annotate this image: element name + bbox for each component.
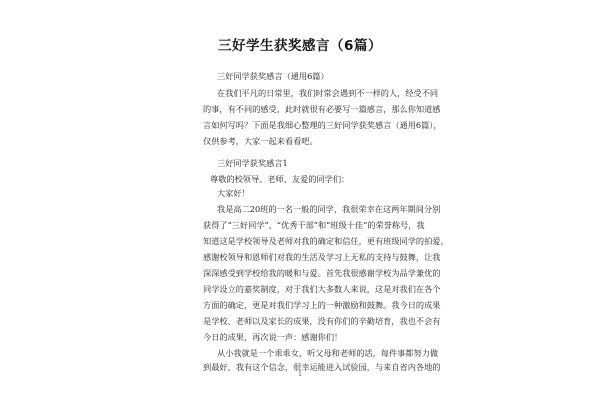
body-line: 感谢校领导和恩师们对我的生活及学习上无私的支持与鼓舞，让我 bbox=[203, 252, 441, 262]
body-line: 是学校、老师以及家长的成果，没有你们的辛勤培育，我也不会有 bbox=[203, 316, 441, 326]
body-line: 今日的成果，再次说一声：感谢你们！ bbox=[203, 332, 343, 342]
body-line: 获得了“三好同学”、“优秀干部”和“班级十佳”的荣誉称号，我 bbox=[203, 220, 425, 230]
salutation: 大家好！ bbox=[217, 188, 250, 198]
body-line: 方面的确定，更是对我们学习上的一种激励和鼓舞。我今日的成果 bbox=[203, 300, 441, 310]
intro-line: 的事，有不同的感受，此时就很有必要写一篇感言，那么你知道感 bbox=[203, 104, 441, 114]
intro-line: 言如何写吗？下面是我细心整理的三好同学获奖感言（通用6篇）， bbox=[203, 120, 442, 130]
body-line: 到最好，我有这个信念，很幸运能进入试验园，与来自省内各地的 bbox=[203, 362, 441, 372]
intro-line: 仅供参考，大家一起来看看吧。 bbox=[203, 136, 318, 146]
page-number: 1 bbox=[298, 371, 302, 378]
section-heading: 三好同学获奖感言1 bbox=[217, 158, 288, 168]
greeting: 尊敬的校领导、老师、友爱的同学们： bbox=[210, 174, 350, 184]
document-title: 三好学生获奖感言（6篇） bbox=[218, 38, 382, 54]
body-line: 知道这是学校领导及老师对我的确定和信任，更有班级同学的拍爱， bbox=[203, 236, 449, 246]
intro-line: 在我们平凡的日常里，我们时常会遇到不一样的人，经受不同 bbox=[217, 88, 439, 98]
body-line: 从小我就是一个乖乖女，听父母和老师的话，每件事都努力做 bbox=[217, 348, 439, 358]
body-line: 我是高二20班的一名一般的同学，我很荣幸在这两年期间分别 bbox=[217, 204, 441, 214]
intro-heading: 三好同学获奖感言（通用6篇） bbox=[217, 71, 329, 81]
body-line: 深深感受到学校给我的暖和与爱。首先我很感谢学校为品学兼优的 bbox=[203, 268, 441, 278]
body-line: 同学设立的嘉奖制度，对于我们大多数人来说，这是对我们在各个 bbox=[203, 284, 441, 294]
